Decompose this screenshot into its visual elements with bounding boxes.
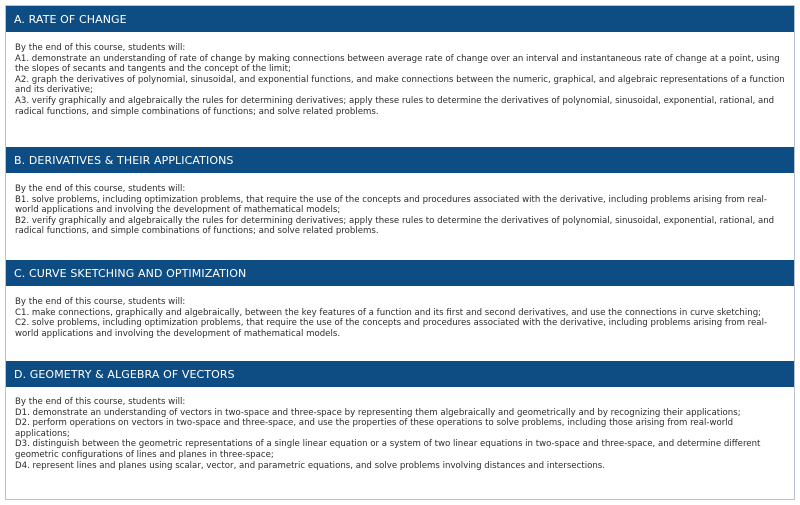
section-a-intro: By the end of this course, students will: — [15, 43, 186, 53]
section-b-intro: By the end of this course, students will: — [15, 184, 186, 194]
section-d-header — [6, 361, 794, 387]
section-b-body — [6, 184, 794, 237]
section-c-title: C. CURVE SKETCHING AND OPTIMIZATION — [14, 266, 247, 280]
expectation-d3: D3. distinguish between the geometric representations of a single linear equation or a system of two linear equations in two-space and three-space, and determine different geometric configurations of lines and planes in three-space; — [15, 439, 761, 460]
expectation-b2: B2. verify graphically and algebraically the rules for determining derivatives; apply these rules to determine the derivatives of polynomial, sinusoidal, exponential, rational, and radical functions, and simple combinations of functions; and solve related problems. — [15, 215, 775, 237]
expectation-d2: D2. perform operations on vectors in two-space and three-space, and use the properties of these operations to solve problems, including those arising from real-world applications; — [15, 418, 734, 439]
expectation-d1: D1. demonstrate an understanding of vectors in two-space and three-space by representing them algebraically and geometrically and by recognizing their applications; — [15, 407, 741, 418]
section-d-title: D. GEOMETRY & ALGEBRA OF VECTORS — [14, 367, 235, 381]
section-a-body — [6, 43, 794, 117]
expectation-a2: A2. graph the derivatives of polynomial, sinusoidal, and exponential functions, and make connections between the numeric, graphical, and algebraic representations of a function and its derivative; — [15, 74, 785, 96]
section-c-body — [6, 297, 794, 339]
expectation-d4: D4. represent lines and planes using scalar, vector, and parametric equations, and solve problems involving distances and intersections. — [15, 460, 605, 471]
expectation-a1: A1. demonstrate an understanding of rate of change by making connections between average rate of change over an interval and instantaneous rate of change at a point, using the slopes of secants and tangents and the concept of the limit; — [15, 53, 780, 75]
expectation-c1: C1. make connections, graphically and algebraically, between the key features of a function and its first and second derivatives, and use the connections in curve sketching; — [15, 307, 762, 318]
expectation-c2: C2. solve problems, including optimization problems, that require the use of the concepts and procedures associated with the derivative, including problems arising from real-world applications and involving the development of mathematical models. — [15, 318, 768, 339]
curriculum-expectations-table — [5, 5, 795, 500]
section-b-title: B. DERIVATIVES & THEIR APPLICATIONS — [14, 153, 234, 167]
section-a-title: A. RATE OF CHANGE — [14, 12, 127, 26]
expectation-a3: A3. verify graphically and algebraically the rules for determining derivatives; apply these rules to determine the derivatives of polynomial, sinusoidal, exponential, rational, and radical functions, and simple combinations of functions; and solve related problems. — [15, 95, 775, 117]
expectation-b1: B1. solve problems, including optimization problems, that require the use of the concepts and procedures associated with the derivative, including problems arising from real-world applications and involving the development of mathematical models; — [15, 194, 767, 216]
section-b-header — [6, 147, 794, 173]
section-a-header — [6, 6, 794, 32]
section-d-intro: By the end of this course, students will: — [15, 397, 186, 407]
section-d-body — [6, 397, 794, 471]
section-c-intro: By the end of this course, students will: — [15, 297, 186, 307]
section-c-header — [6, 260, 794, 286]
